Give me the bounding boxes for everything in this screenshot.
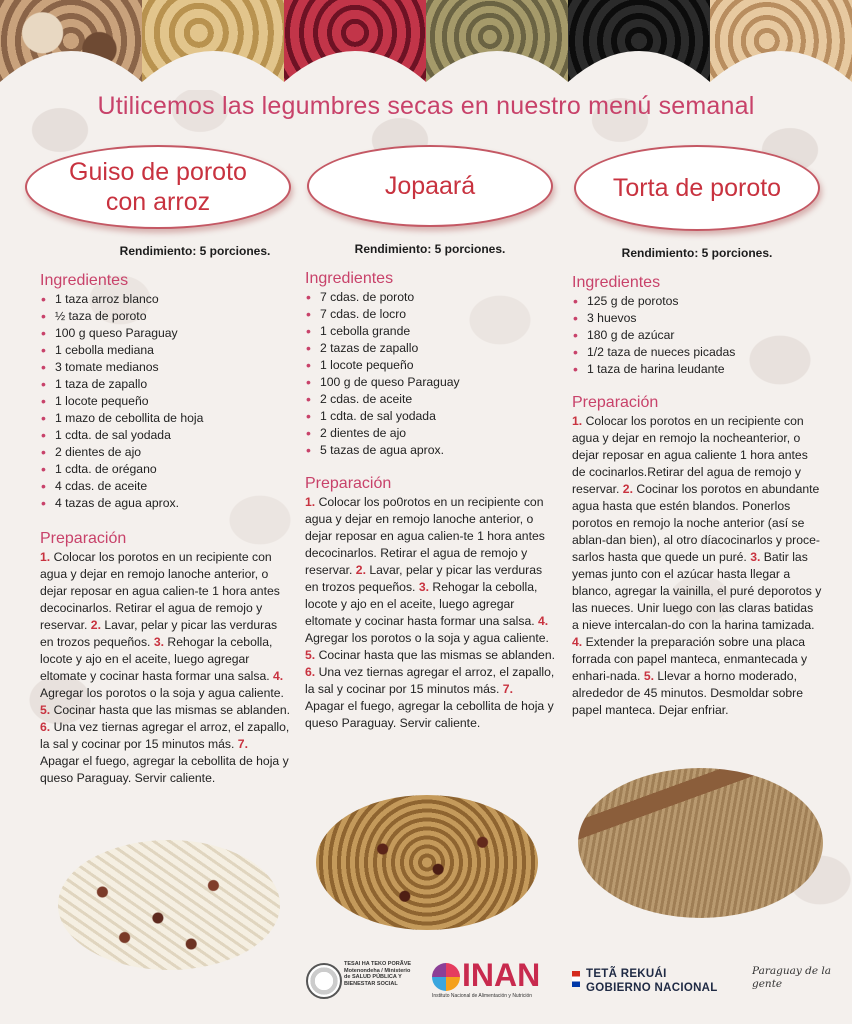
step-number: 4.	[273, 669, 284, 683]
ingredient-item: • 1 taza de harina leudante	[572, 361, 822, 378]
step-number: 1.	[305, 495, 319, 509]
ingredient-item: • 7 cdas. de locro	[305, 306, 555, 323]
ingredients-list	[572, 293, 822, 378]
ingredient-item: • 1 taza arroz blanco	[40, 291, 290, 308]
recipe-title-badge	[307, 145, 553, 227]
step-number: 7.	[237, 737, 248, 751]
ministry-seal-icon	[306, 963, 342, 999]
ingredients-list	[305, 289, 555, 459]
step-text: Apagar el fuego, agregar la cebollita de hoja y queso Paraguay. Servir caliente.	[305, 699, 554, 730]
step-text: Batir las yemas junto con el azúcar hasta llegar a blanco, agregar la vainilla, el puré deporotos y las nueces. Unir luego con las claras batidas a nieve intercalan-do con la harina tamizada.	[572, 550, 822, 632]
jopaara-photo	[316, 795, 538, 930]
preparation-heading: Preparación	[305, 475, 392, 492]
step-number: 2.	[622, 482, 637, 496]
step-number: 5.	[40, 703, 54, 717]
step-number: 3.	[750, 550, 764, 564]
paraguay-flag-icon	[572, 971, 580, 987]
ingredient-item: • 3 huevos	[572, 310, 822, 327]
step-text: Cocinar los porotos en abundante agua hasta que estén blandos. Ponerlos porotos en remojo la noche anterior (así se ablan-dan bien), al otro díacocinarlos y proce-sarlos hasta que quede un puré.	[572, 482, 820, 564]
ingredient-item: • 2 dientes de ajo	[40, 444, 290, 461]
recipe-yield: Rendimiento: 5 porciones.	[354, 242, 506, 256]
recipe-title: Guiso de poroto con arroz	[69, 158, 247, 216]
ingredient-item: • 1 taza de zapallo	[40, 376, 290, 393]
ingredient-item: • 4 tazas de agua aprox.	[40, 495, 290, 512]
preparation-text	[572, 413, 822, 719]
ministry-logo-text: TESAI HA TEKO PORÃVE Motenondeha / Ministerio de SALUD PÚBLICA Y BIENESTAR SOCIAL	[344, 961, 412, 987]
step-number: 5.	[643, 669, 658, 683]
ingredients-heading: Ingredientes	[40, 272, 129, 289]
ingredient-item: • 1 mazo de cebollita de hoja	[40, 410, 290, 427]
step-number: 7.	[502, 682, 513, 696]
step-number: 1.	[572, 414, 586, 428]
step-number: 3.	[418, 580, 433, 594]
ingredient-item: • 1 locote pequeño	[305, 357, 555, 374]
step-text: Lavar, pelar y picar las verduras en trozos pequeños.	[40, 618, 278, 649]
footer-logos	[0, 955, 852, 1015]
ingredient-item: • 1 locote pequeño	[40, 393, 290, 410]
step-number: 6.	[305, 665, 319, 679]
step-number: 3.	[153, 635, 168, 649]
ingredients-heading: Ingredientes	[305, 270, 394, 287]
ingredient-item: • 7 cdas. de poroto	[305, 289, 555, 306]
ingredient-item: • 5 tazas de agua aprox.	[305, 442, 555, 459]
ingredient-item: • 1 cdta. de sal yodada	[40, 427, 290, 444]
recipe-yield: Rendimiento: 5 porciones.	[119, 244, 271, 258]
ingredient-item: • 3 tomate medianos	[40, 359, 290, 376]
ingredient-item: • 1 cebolla mediana	[40, 342, 290, 359]
recipe-title: Torta de poroto	[612, 174, 782, 202]
step-text: Colocar los porotos en un recipiente con agua y dejar en remojo la nocheanterior, o dejar reposar en agua caliente 1 hora antes de cocinarlos.Retirar del agua de remojo y reservar.	[572, 414, 808, 496]
ingredient-item: • 1 cdta. de sal yodada	[305, 408, 555, 425]
preparation-text	[40, 549, 290, 787]
step-text: Llevar a horno moderado, alrededor de 45 minutos. Desmoldar sobre papel manteca. Dejar enfriar.	[572, 669, 804, 717]
page-title: Utilicemos las legumbres secas en nuestro menú semanal	[97, 92, 755, 120]
ingredient-item: • 1 cdta. de orégano	[40, 461, 290, 478]
ingredients-heading: Ingredientes	[572, 274, 661, 291]
guiso-photo	[58, 840, 280, 970]
step-text: Una vez tiernas agregar el arroz, el zapallo, la sal y cocinar por 15 minutos más.	[305, 665, 555, 696]
step-text: Colocar los porotos en un recipiente con agua y dejar en remojo lanoche anterior, o dejar reposar en agua calien-te 1 hora antes decocinarlos. Retirar el agua de remojo y reservar.	[40, 550, 280, 632]
ingredient-item: • ½ taza de poroto	[40, 308, 290, 325]
ingredient-item: • 2 dientes de ajo	[305, 425, 555, 442]
ingredient-item: • 2 tazas de zapallo	[305, 340, 555, 357]
ingredient-item: • 1/2 taza de nueces picadas	[572, 344, 822, 361]
ingredient-item: • 4 cdas. de aceite	[40, 478, 290, 495]
ingredient-item: • 100 g de queso Paraguay	[305, 374, 555, 391]
step-text: Extender la preparación sobre una placa forrada con papel manteca, enmantecada y enhari-nada.	[572, 635, 808, 683]
inan-logo-text: INAN	[462, 957, 541, 993]
inan-logo-icon	[432, 963, 460, 991]
step-number: 2.	[355, 563, 370, 577]
step-text: Apagar el fuego, agregar la cebollita de hoja y queso Paraguay. Servir caliente.	[40, 754, 289, 785]
step-number: 4.	[572, 635, 586, 649]
step-text: Rehogar la cebolla, locote y ajo en el aceite, luego agregar eltomate y cocinar hasta formar una salsa.	[40, 635, 274, 683]
ingredient-item: • 125 g de porotos	[572, 293, 822, 310]
slogan-logo: Paraguay de la gente	[752, 965, 832, 990]
ingredient-item: • 180 g de azúcar	[572, 327, 822, 344]
preparation-heading: Preparación	[572, 394, 659, 411]
recipe-title-badge	[25, 145, 291, 229]
step-text: Lavar, pelar y picar las verduras en trozos pequeños.	[305, 563, 543, 594]
step-number: 2.	[90, 618, 105, 632]
step-number: 5.	[305, 648, 319, 662]
step-text: Cocinar hasta que las mismas se ablanden.	[53, 703, 290, 717]
step-text: Agregar los porotos o la soja y agua caliente.	[305, 631, 549, 645]
recipe-column-2	[305, 145, 555, 732]
government-line-2: GOBIERNO NACIONAL	[586, 982, 718, 994]
government-line-1: TETÃ REKUÁI	[586, 968, 667, 980]
step-text: Agregar los porotos o la soja y agua caliente.	[40, 686, 284, 700]
step-text: Colocar los po0rotos en un recipiente con agua y dejar en remojo lanoche anterior, o dejar reposar en agua calien-te 1 hora antes decocinarlos. Retirar el agua de remojo y reservar.	[305, 495, 545, 577]
recipe-title-badge	[574, 145, 820, 231]
recipe-title: Jopaará	[384, 172, 476, 200]
ingredient-item: • 1 cebolla grande	[305, 323, 555, 340]
torta-photo	[578, 768, 823, 918]
preparation-text	[305, 494, 555, 732]
recipe-column-1	[40, 145, 290, 787]
step-number: 6.	[40, 720, 54, 734]
preparation-heading: Preparación	[40, 530, 127, 547]
ingredient-item: • 2 cdas. de aceite	[305, 391, 555, 408]
banner-scallop-edge	[0, 30, 852, 90]
recipe-yield: Rendimiento: 5 porciones.	[621, 246, 773, 260]
step-number: 4.	[538, 614, 549, 628]
step-number: 1.	[40, 550, 54, 564]
inan-subtitle: Instituto Nacional de Alimentación y Nutrición	[432, 993, 533, 999]
step-text: Cocinar hasta que las mismas se ablanden.	[318, 648, 555, 662]
ingredients-list	[40, 291, 290, 512]
step-text: Rehogar la cebolla, locote y ajo en el aceite, luego agregar eltomate y cocinar hasta formar una salsa.	[305, 580, 539, 628]
step-text: Una vez tiernas agregar el arroz, el zapallo, la sal y cocinar por 15 minutos más.	[40, 720, 290, 751]
recipe-column-3	[572, 145, 822, 719]
ingredient-item: • 100 g queso Paraguay	[40, 325, 290, 342]
